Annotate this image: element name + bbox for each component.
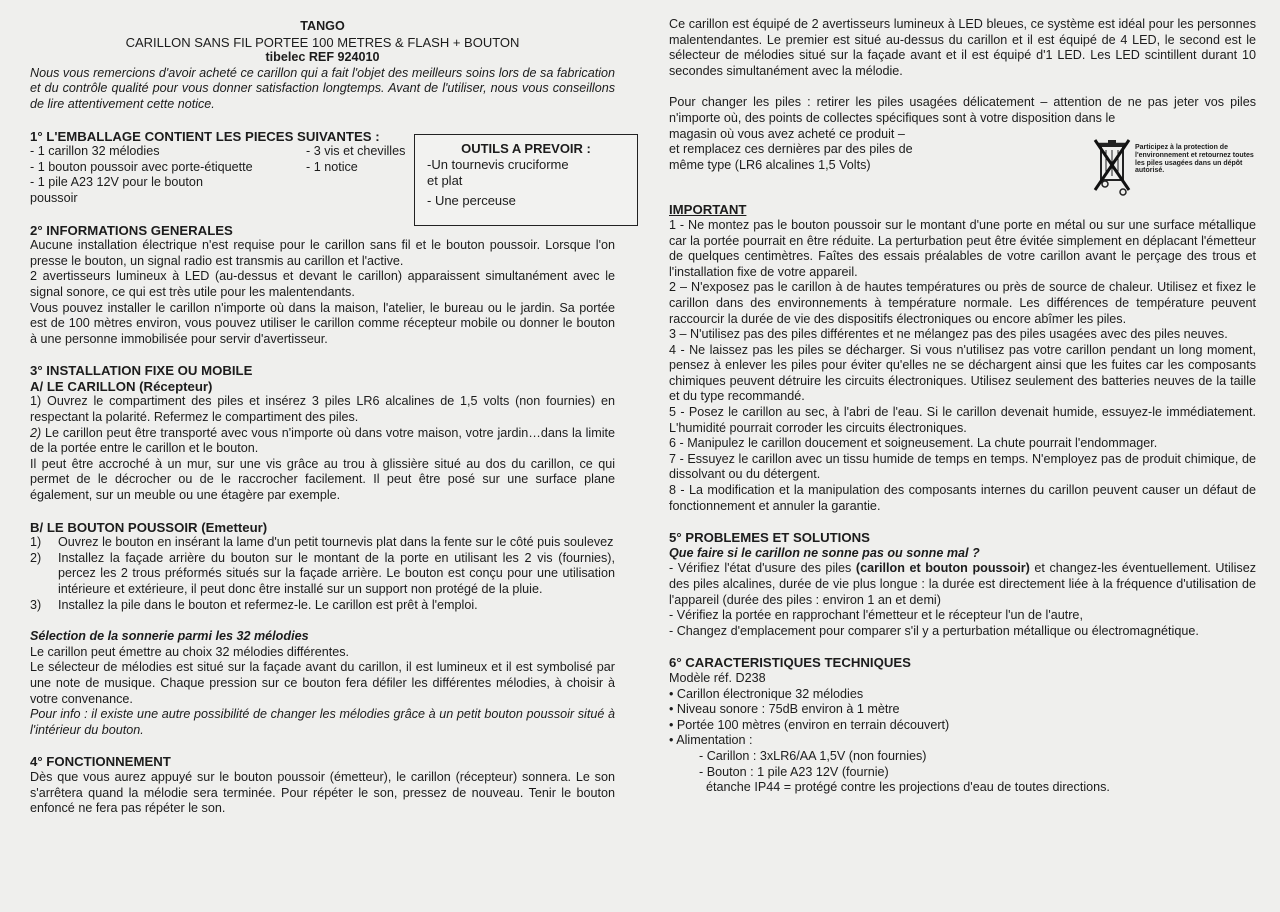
package-item: - 3 vis et chevilles (306, 144, 406, 159)
section-2-title: 2° INFORMATIONS GENERALES (30, 222, 233, 238)
item-number: 2) (30, 550, 42, 565)
package-item: poussoir (30, 190, 78, 205)
list-item (30, 535, 615, 551)
battery-para-line: même type (LR6 alcalines 1,5 Volts) (669, 157, 871, 172)
brand-title: TANGO (300, 19, 345, 33)
package-item: - 1 carillon 32 mélodies (30, 144, 160, 159)
section-6-title: 6° CARACTERISTIQUES TECHNIQUES (669, 655, 911, 671)
model-ref: Modèle réf. D238 (669, 670, 766, 685)
product-ref: tibelec REF 924010 (265, 50, 380, 65)
section-3-title: 3° INSTALLATION FIXE OU MOBILE (30, 363, 253, 379)
important-title: IMPORTANT (669, 202, 747, 218)
item-number: 1) (30, 535, 42, 550)
tools-item: et plat (427, 173, 463, 188)
melody-selection-title: Sélection de la sonnerie parmi les 32 mélodies (30, 629, 309, 644)
section-4-title: 4° FONCTIONNEMENT (30, 754, 171, 770)
item-number: 2) (30, 425, 42, 440)
important-item: 2 – N'exposez pas le carillon à de hautes températures ou près de source de chaleur. Utilisez et fixez le carillon dans des environnements à température normale. Les différences de température peuvent raccourcir la durée de vie des dispositifs électroniques ou encore abîmer les piles. (669, 280, 1256, 326)
package-item: - 1 notice (306, 159, 358, 174)
important-item: 5 - Posez le carillon au sec, à l'abri de l'eau. Si le carillon devenait humide, essuyez-le immédiatement. L'humidité pourrait corroder les circuits électroniques. (669, 405, 1256, 435)
subsection-b-title: B/ LE BOUTON POUSSOIR (Emetteur) (30, 519, 268, 535)
solution-text: - Vérifiez l'état d'usure des piles (669, 561, 856, 576)
important-item: 8 - La modification et la manipulation des composants internes du carillon peuvent causer un défaut de fonctionnement et annuler la garantie. (669, 483, 1256, 513)
item-text: Installez la façade arrière du bouton sur le montant de la porte en utilisant les 2 vis (fournies), percez les 2 trous préformés situés sur la façade arrière. Le bouton est conçu pour une utilisation intérieure et extérieure, il peut donc être installé sur un support non protégé de la pluie. (58, 550, 615, 596)
spec-bullet: • Carillon électronique 32 mélodies (669, 686, 864, 701)
section-3-para (30, 426, 615, 457)
tools-item: -Un tournevis cruciforme (427, 157, 569, 172)
important-item: 7 - Essuyez le carillon avec un tissu humide de temps en temps. N'employez pas de produit chimique, de dissolvant ou du détergent. (669, 451, 1256, 482)
item-text: Installez la pile dans le bouton et refermez-le. Le carillon est prêt à l'emploi. (58, 597, 478, 612)
package-item: - 1 pile A23 12V pour le bouton (30, 175, 203, 190)
right-column (669, 0, 1256, 796)
section-2-para: Aucune installation électrique n'est requise pour le carillon sans fil et le bouton poussoir. Lorsque l'on presse le bouton, un signal radio est transmis au carillon et l'active. (30, 238, 615, 268)
section-2-para: Vous pouvez installer le carillon n'importe où dans la maison, l'atelier, le bureau ou le jardin. Sa portée est de 100 mètres environ, vous pouvez utiliser le carillon comme récepteur mobile ou donner le bouton à une personne immobilisée pour servir d'avertisseur. (30, 300, 615, 346)
important-item: 4 - Ne laissez pas les piles se décharger. Si vous n'utilisez pas votre carillon pendant un long moment, pensez à enlever les piles pour éviter qu'elles ne se déchargent ainsi que les fuites car les composants chimiques peuvent détruire les circuits électroniques. Utilisez seulement des batteries neuves de la taille et du type recommandé. (669, 342, 1256, 404)
list-item (30, 598, 615, 614)
tools-item: - Une perceuse (427, 193, 516, 208)
subsection-a-title: A/ LE CARILLON (Récepteur) (30, 378, 213, 394)
section-1-title: 1° L'EMBALLAGE CONTIENT LES PIECES SUIVANTES : (30, 128, 380, 144)
list-item (30, 551, 615, 598)
recycling-text: Participez à la protection de l'environnement et retournez toutes les piles usagées dans un dépôt autorisé. (1135, 144, 1254, 175)
section-5-question: Que faire si le carillon ne sonne pas ou sonne mal ? (669, 545, 980, 560)
melody-info: Pour info : il existe une autre possibilité de changer les mélodies grâce à un petit bouton poussoir situé à l'intérieur du bouton. (30, 707, 615, 737)
section-4-para: Dès que vous aurez appuyé sur le bouton poussoir (émetteur), le carillon (récepteur) sonnera. Le son s'arrêtera quand la mélodie sera terminée. Pour répéter le son, pressez de nouveau. Tenir le bouton enfoncé ne fera pas répéter le son. (30, 769, 615, 816)
solution-item (669, 561, 1256, 608)
tools-title: OUTILS A PREVOIR : (461, 141, 591, 156)
solution-text: et changez-les éventuellement. Utilisez des piles alcalines, durée de vie plus longue : la durée est directement liée à la fréquence d'utilisation de l'appareil (durée des piles : environ 1 an et demi) (669, 561, 1256, 607)
spec-sub-item: - Carillon : 3xLR6/AA 1,5V (non fournies) (699, 748, 927, 763)
battery-para-line: et remplacez ces dernières par des piles de (669, 142, 913, 157)
section-3-para: 1) Ouvrez le compartiment des piles et insérez 3 piles LR6 alcalines de 1,5 volts (non fournies) en respectant la polarité. Refermez le compartiment des piles. (30, 394, 615, 425)
important-item: 3 – N'utilisez pas des piles différentes et ne mélangez pas des piles usagées avec des piles neuves. (669, 327, 1228, 342)
item-text: Le carillon peut être transporté avec vous n'importe où dans votre maison, votre jardin…dans la limite de la portée entre le carillon et le bouton. (30, 425, 615, 456)
melody-para: Le sélecteur de mélodies est situé sur la façade avant du carillon, il est lumineux et il est symbolisé par une note de musique. Chaque pression sur ce bouton fera défiler les différentes mélodies, à choisir à votre convenance. (30, 660, 615, 706)
important-item: 1 - Ne montez pas le bouton poussoir sur le montant d'une porte en métal ou sur une surface métallique car la portée pourrait en être réduite. La perturbation peut être évitée simplement en déplacant l'émetteur de quelques centimètres. Faîtes des essais préalables de votre carillon avant le perçage des trous et l'installation fixe de votre appareil. (669, 217, 1256, 279)
section-2-para: 2 avertisseurs lumineux à LED (au-dessus et devant le carillon) apparaissent simultanément avec le signal sonore, ce qui est très utile pour les malentendants. (30, 269, 615, 299)
spec-sub-item: - Bouton : 1 pile A23 12V (fournie) (699, 764, 889, 779)
section-3-para: Il peut être accroché à un mur, sur une vis grâce au trou à glissière situé au dos du carillon, ce qui permet de le décrocher ou de le raccrocher facilement. Il peut être posé sur une surface plane également, sur un meuble ou une étagère par exemple. (30, 456, 615, 503)
section-5-title: 5° PROBLEMES ET SOLUTIONS (669, 530, 870, 546)
product-title: CARILLON SANS FIL PORTEE 100 METRES & FLASH + BOUTON (125, 34, 520, 50)
battery-para-line: magasin où vous avez acheté ce produit – (669, 126, 905, 141)
recycling-notice (1092, 132, 1258, 202)
item-number: 3) (30, 597, 42, 612)
solution-emphasis: (carillon et bouton poussoir) (855, 561, 1030, 576)
document-header (30, 19, 615, 66)
spec-ip-rating: étanche IP44 = protégé contre les projections d'eau de toutes directions. (706, 780, 1110, 795)
spec-bullet: • Alimentation : (669, 733, 753, 748)
solution-item: - Changez d'emplacement pour comparer s'il y a perturbation métallique ou électromagnétique. (669, 623, 1199, 638)
melody-para: Le carillon peut émettre au choix 32 mélodies différentes. (30, 644, 349, 659)
package-item: - 1 bouton poussoir avec porte-étiquette (30, 159, 253, 174)
led-para: Ce carillon est équipé de 2 avertisseurs lumineux à LED bleues, ce système est idéal pour les personnes malentendantes. Le premier est situé au-dessus du carillon et il est équipé de 4 LED, le second est le sélecteur de mélodies situé sur la façade avant et il est équipé d'1 LED. Les LED scintillent durant 10 secondes simultanément avec la mélodie. (669, 17, 1256, 78)
intro-text: Nous vous remercions d'avoir acheté ce carillon qui a fait l'objet des meilleurs soins lors de sa fabrication et du contrôle qualité pour vous donner satisfaction longtemps. Avant de l'utiliser, nous vous conseillons de lire attentivement cette notice. (30, 65, 615, 111)
item-text: Ouvrez le bouton en insérant la lame d'un petit tournevis plat dans la fente sur le côté puis soulevez (58, 535, 614, 550)
spec-bullet: • Niveau sonore : 75dB environ à 1 mètre (669, 702, 900, 717)
solution-item: - Vérifiez la portée en rapprochant l'émetteur et le récepteur l'un de l'autre, (669, 608, 1083, 623)
tools-box (414, 134, 638, 226)
left-column (30, 0, 615, 817)
battery-para: Pour changer les piles : retirer les piles usagées délicatement – attention de ne pas jeter vos piles n'importe où, des points de collectes spécifiques sont à votre disposition dans le (669, 95, 1256, 125)
crossed-bin-icon (1092, 132, 1132, 202)
spec-bullet: • Portée 100 mètres (environ en terrain découvert) (669, 717, 950, 732)
important-item: 6 - Manipulez le carillon doucement et soigneusement. La chute pourrait l'endommager. (669, 436, 1158, 451)
